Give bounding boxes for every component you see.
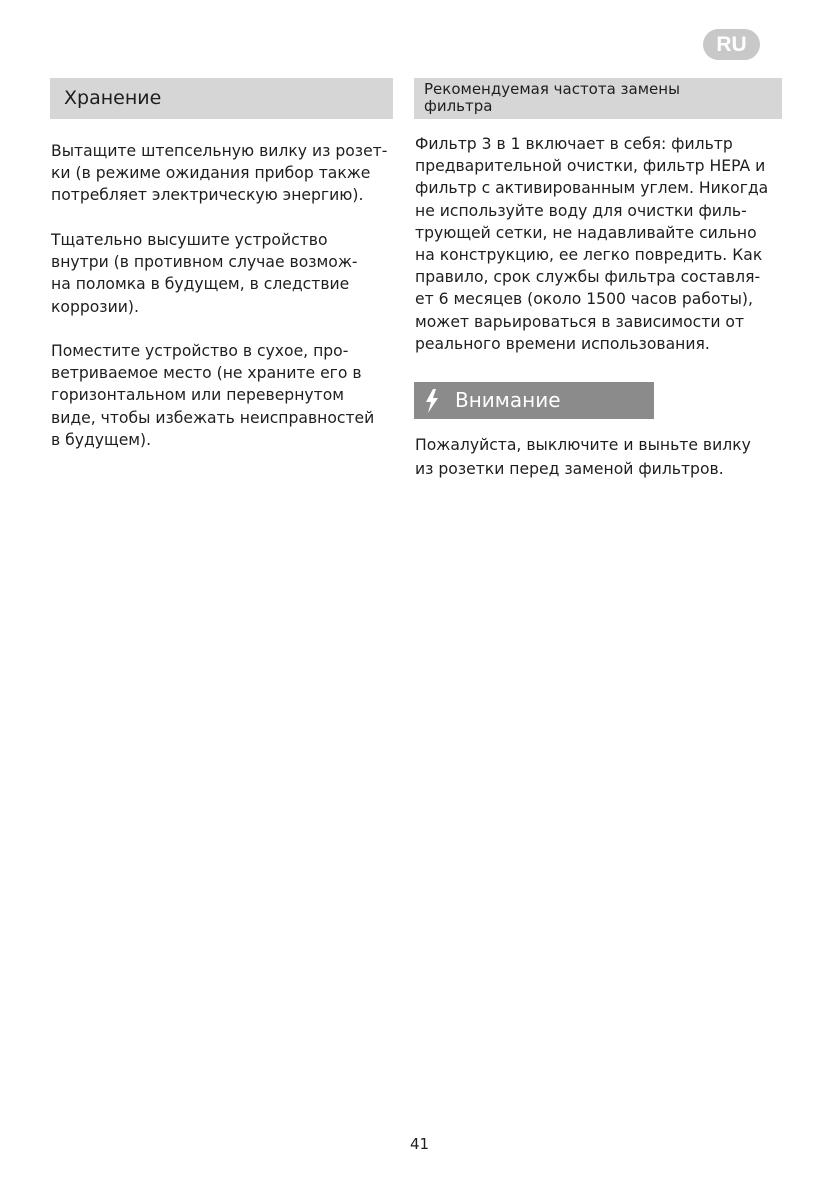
text-line: потребляет электрическую энергию). xyxy=(51,186,364,205)
text-line: ки (в режиме ожидания прибор также xyxy=(51,164,371,183)
text-line: не используйте воду для очистки филь- xyxy=(415,201,747,220)
lightning-bolt-icon xyxy=(424,389,440,413)
heading-line: Рекомендуемая частота замены xyxy=(424,80,680,98)
text-line: виде, чтобы избежать неисправностей xyxy=(51,408,375,427)
heading-line: фильтра xyxy=(424,97,493,115)
filter-paragraph xyxy=(415,133,768,355)
text-line: Фильтр 3 в 1 включает в себя: фильтр xyxy=(415,135,733,153)
text-line: в будущем). xyxy=(51,430,152,449)
warning-label: Внимание xyxy=(455,388,561,412)
text-line: коррозии). xyxy=(51,297,139,316)
text-line: ветриваемое место (не храните его в xyxy=(51,364,362,383)
text-line: Тщательно высушите устройство xyxy=(51,231,328,249)
warning-paragraph xyxy=(415,433,751,481)
text-line: ет 6 месяцев (около 1500 часов работы), xyxy=(415,290,753,309)
text-line: предварительной очистки, фильтр HEPA и xyxy=(415,157,766,176)
text-line: на конструкцию, ее легко повредить. Как xyxy=(415,246,763,265)
text-line: горизонтальном или перевернутом xyxy=(51,386,345,405)
storage-paragraph-2 xyxy=(51,229,358,318)
text-line: на поломка в будущем, в следствие xyxy=(51,275,350,294)
text-line: реального времени использования. xyxy=(415,334,710,353)
text-line: трующей сетки, не надавливайте сильно xyxy=(415,223,757,242)
text-line: фильтр с активированным углем. Никогда xyxy=(415,179,769,198)
text-line: внутри (в противном случае возмож- xyxy=(51,253,358,272)
filter-heading xyxy=(414,78,782,119)
text-line: Вытащите штепсельную вилку из розет- xyxy=(51,142,388,160)
text-line: Поместите устройство в сухое, про- xyxy=(51,342,349,360)
storage-heading: Хранение xyxy=(50,78,393,119)
text-line: правило, срок службы фильтра составля- xyxy=(415,268,761,287)
storage-paragraph-1 xyxy=(51,140,387,207)
text-line: может варьироваться в зависимости от xyxy=(415,312,745,331)
text-line: из розетки перед заменой фильтров. xyxy=(415,460,724,478)
page-number: 41 xyxy=(409,1135,430,1153)
storage-paragraph-3 xyxy=(51,340,374,451)
language-badge: RU xyxy=(703,29,760,60)
warning-heading xyxy=(414,382,654,419)
text-line: Пожалуйста, выключите и выньте вилку xyxy=(415,436,751,454)
